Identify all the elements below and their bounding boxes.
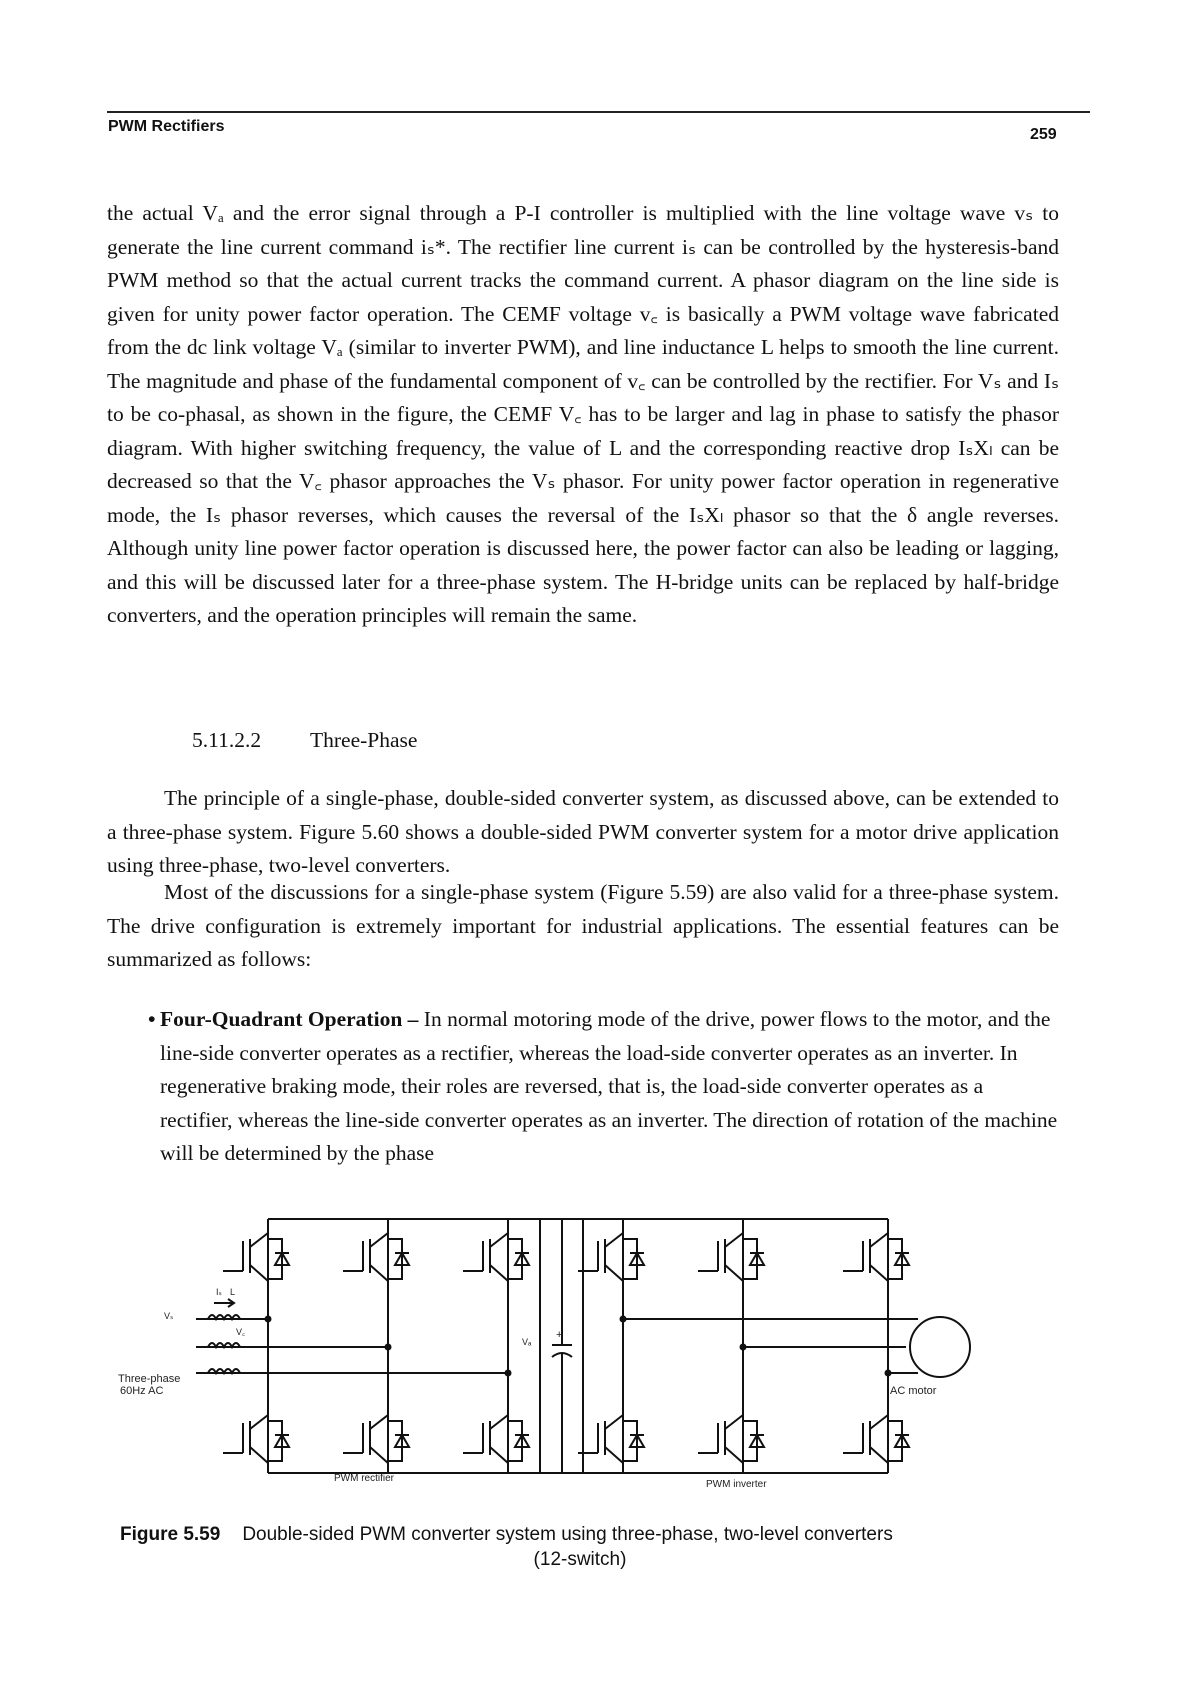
inverter-label: PWM inverter (706, 1479, 767, 1490)
section-heading (192, 728, 417, 753)
motor-label: AC motor (890, 1385, 937, 1397)
l-label: L (230, 1287, 236, 1297)
bullet-content (160, 1003, 1060, 1171)
page-number: 259 (1030, 126, 1057, 143)
is-label: Iₛ (216, 1287, 222, 1297)
figure-caption (120, 1522, 1040, 1572)
igbt-switch-lower-5 (698, 1415, 764, 1463)
bullet-dot: • (148, 1007, 156, 1031)
bullet-four-quadrant (148, 1003, 1060, 1171)
caption-number: Figure 5.59 (120, 1524, 221, 1545)
bullet-term: Four-Quadrant Operation – (160, 1007, 419, 1031)
cap-plus-label: + (556, 1329, 563, 1341)
vd-label: Vₐ (522, 1337, 532, 1347)
vs-label: Vₛ (164, 1311, 174, 1321)
igbt-switch-upper-4 (578, 1233, 644, 1281)
igbt-switch-upper-3 (463, 1233, 529, 1281)
igbt-switch-upper-5 (698, 1233, 764, 1281)
supply-label: Three-phase (118, 1373, 181, 1385)
igbt-switch-lower-3 (463, 1415, 529, 1463)
paragraph-1: the actual Vₐ and the error signal through a P-I controller is multiplied with the line voltage wave vₛ to generate the line current command iₛ*. The rectifier line current iₛ can be controlled by the hysteresis-band PWM method so that the actual current tracks the command current. A phasor diagram on the line side is given for unity power factor operation. The CEMF voltage v꜀ is basically a PWM voltage wave fabricated from the dc link voltage Vₐ (similar to inverter PWM), and line inductance L helps to smooth the line current. The magnitude and phase of the fundamental component of v꜀ can be controlled by the rectifier. For Vₛ and Iₛ to be co-phasal, as shown in the figure, the CEMF V꜀ has to be larger and lag in phase to satisfy the phasor diagram. With higher switching frequency, the value of L and the corresponding reactive drop IₛXₗ can be decreased so that the V꜀ phasor approaches the Vₛ phasor. For unity power factor operation in regenerative mode, the Iₛ phasor reverses, which causes the reversal of the IₛXₗ phasor so that the δ angle reverses. Although unity line power factor operation is discussed here, the power factor can also be leading or lagging, and this will be discussed later for a three-phase system. The H-bridge units can be replaced by half-bridge converters, and the operation principles will remain the same. (107, 201, 1059, 627)
igbt-switch-lower-4 (578, 1415, 644, 1463)
paragraph-3: Most of the discussions for a single-phase system (Figure 5.59) are also valid for a three-phase system. The drive configuration is extremely important for industrial applications. The essential features can be summarized as follows: (107, 880, 1059, 971)
ac-motor-symbol (910, 1317, 970, 1377)
igbt-switch-lower-6 (843, 1415, 909, 1463)
running-head: PWM Rectifiers (108, 118, 225, 135)
igbt-switch-upper-2 (343, 1233, 409, 1281)
section-title: Three-Phase (310, 728, 418, 752)
bullet-text: In normal motoring mode of the drive, power flows to the motor, and the line-side converter operates as a rectifier, whereas the load-side converter operates as an inverter. In regenerative braking mode, their roles are reversed, that is, the load-side converter operates as a rectifier, whereas the line-side converter operates as an inverter. The direction of rotation of the machine will be determined by the phase (160, 1007, 1058, 1165)
caption-line-1: Double-sided PWM converter system using three-phase, two-level converters (242, 1524, 893, 1545)
igbt-switch-upper-6 (843, 1233, 909, 1281)
igbt-switch-upper-1 (223, 1233, 289, 1281)
caption-line-2: (12-switch) (533, 1549, 627, 1570)
supply-frequency-label: 60Hz AC (120, 1385, 164, 1397)
circuit-diagram (118, 1207, 1058, 1489)
rectifier-label: PWM rectifier (334, 1473, 394, 1484)
igbt-switch-lower-1 (223, 1415, 289, 1463)
circuit-figure (118, 1207, 1058, 1489)
vc-label: V꜀ (236, 1327, 246, 1337)
section-number: 5.11.2.2 (192, 728, 262, 752)
paragraph-2: The principle of a single-phase, double-sided converter system, as discussed above, can be extended to a three-phase system. Figure 5.60 shows a double-sided PWM converter system for a motor drive application using three-phase, two-level converters. (107, 786, 1059, 877)
igbt-switch-lower-2 (343, 1415, 409, 1463)
header-rule (107, 111, 1090, 113)
